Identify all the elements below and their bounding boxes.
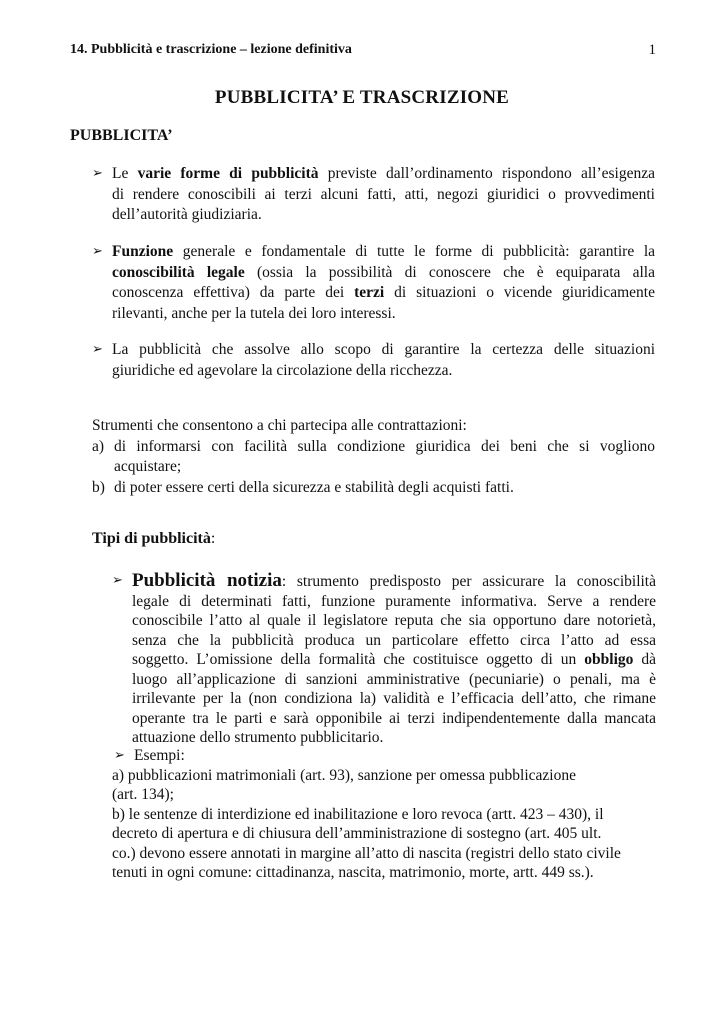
document-title: PUBBLICITA’ E TRASCRIZIONE [214,87,510,108]
notizia-block [114,571,656,748]
bold-term: obbligo [584,651,634,668]
bold-term: terzi [354,284,385,301]
arrow-bullet-icon: ➢ [112,573,123,588]
arrow-bullet-icon: ➢ [92,166,103,181]
esempi-line: co.) devono essere annotati in margine all’atto di nascita (registri dello stato civile [112,844,621,862]
bold-term: Funzione [112,243,174,260]
strumenti-block [92,416,655,498]
esempi-line: b) le sentenze di interdizione ed inabilitazione e loro revoca (artt. 423 – 430), il [112,805,604,823]
text-line: rilevanti, anche per la tutela dei loro interessi. [112,304,396,322]
text-line: attuazione dello strumento pubblicitario. [132,729,384,746]
esempi-line: (art. 134); [112,786,174,803]
text-line: irrilevante per la (non condiziona la) validità e l’efficacia dell’atto, che rimane [132,690,656,707]
bullet-item [92,340,655,381]
list-label: b) [92,478,105,496]
text-line: giuridiche ed agevolare la circolazione della ricchezza. [112,361,453,379]
list-text: di informarsi con facilità sulla condizione giuridica dei beni che si vogliono [114,437,655,455]
tipi-suffix: : [210,530,216,547]
bullet-text [112,164,655,226]
bullet-item [92,164,655,226]
text-line: dell’autorità giudiziaria. [112,206,262,223]
bold-term: varie forme di pubblicità [137,165,319,182]
text-line: luogo all’applicazione di sanzioni amministrative (pecuniarie) o penali, ma è [132,670,656,688]
list-item [92,478,655,499]
bullet-text [112,340,655,381]
notizia-text [132,571,656,748]
list-label: a) [92,437,105,455]
esempi-line: tenuti in ogni comune: cittadinanza, nascita, matrimonio, morte, artt. 449 ss.). [112,864,594,881]
text-line: soggetto. L’omissione della formalità che costituisce oggetto di un obbligo dà [132,651,656,668]
text-line: Funzione generale e fondamentale di tutte le forme di pubblicità: garantire la [112,243,655,260]
arrow-bullet-icon: ➢ [114,748,125,763]
notizia-term: Pubblicità notizia [132,570,282,591]
running-header: 14. Pubblicità e trascrizione – lezione definitiva [70,42,352,57]
text-line: legale di determinati fatti, funzione puramente informativa. Serve a rendere [132,592,656,610]
text-line: senza che la pubblicità produca un particolare effetto circa l’atto ad essa [132,631,656,649]
text-line: La pubblicità che assolve allo scopo di garantire la certezza delle situazioni [112,341,655,358]
bullet-text [112,242,655,324]
tipi-label: Tipi di pubblicità [92,530,211,547]
text-line: conoscibile l’atto al quale il legislatore reputa che sia opportuno dare notorietà, [132,612,656,629]
esempi-line: decreto di apertura e di chiusura dell’amministrazione di sostegno (art. 405 ult. [112,825,602,842]
esempi-label: Esempi: [134,747,185,764]
esempi-line: a) pubblicazioni matrimoniali (art. 93), sanzione per omessa pubblicazione [112,766,576,784]
list-item [92,437,655,478]
arrow-bullet-icon: ➢ [92,244,103,259]
bullet-item [92,242,655,324]
esempi-block [114,746,656,883]
text-line: di rendere conoscibili ai terzi alcuni fatti, atti, negozi giuridici o provvedimenti [112,185,655,203]
page-number: 1 [648,42,656,58]
bold-term: conoscibilità legale [112,263,245,281]
strumenti-intro: Strumenti che consentono a chi partecipa alle contrattazioni: [92,417,467,434]
text-line: conoscibilità legale (ossia la possibilità di conoscere che è equiparata alla [112,263,655,281]
arrow-bullet-icon: ➢ [92,342,103,357]
section-heading: PUBBLICITA’ [70,127,173,144]
tipi-heading [92,530,215,548]
text-line: Pubblicità notizia: strumento predisposto per assicurare la conoscibilità [132,570,656,591]
text-line: operante tra le parti e sarà opponibile ai terzi indipendentemente dalla mancata [132,709,656,727]
list-text: acquistare; [114,458,182,475]
text-line: conoscenza effettiva) da parte dei terzi di situazioni o vicende giuridicamente [112,284,655,301]
text-line: Le varie forme di pubblicità previste dall’ordinamento rispondono all’esigenza [112,165,655,182]
list-text: di poter essere certi della sicurezza e stabilità degli acquisti fatti. [114,478,514,496]
